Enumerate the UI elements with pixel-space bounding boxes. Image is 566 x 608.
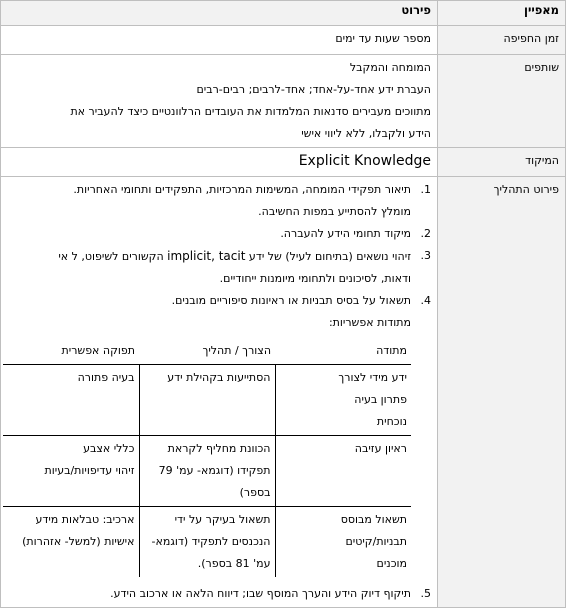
focus-value: Explicit Knowledge xyxy=(298,153,431,169)
partners-line: העברת ידע אחד-על-אחד; אחד-לרבים; רבים-רבים xyxy=(196,83,431,96)
process-steps xyxy=(7,179,431,605)
tacit-terms: implicit, tacit xyxy=(167,249,246,263)
step-2: 2. מיקוד תחומי הידע להעברה. xyxy=(7,223,411,245)
step-number: 4. xyxy=(420,294,431,307)
partners-line: המומחה והמקבל xyxy=(349,61,431,74)
methods-table xyxy=(3,338,411,577)
methods-header-output: תפוקה אפשרית xyxy=(3,338,139,365)
step-number: 1. xyxy=(420,183,431,196)
row-partners-value xyxy=(1,55,438,148)
need-cell: תשאול בעיקר על ידי הנכנסים לתפקיד (דוגמא- עמ' 81 בספר). xyxy=(139,507,275,578)
row-partners-label: שותפים xyxy=(438,55,566,148)
methods-header-need: הצורך / תהליך xyxy=(139,338,275,365)
row-process-label: פירוט התהליך xyxy=(438,177,566,608)
partners-line: הידע ולקבלו, ללא ליווי אישי xyxy=(301,127,431,140)
header-detail-cell: פירוט xyxy=(1,1,438,26)
methods-header-method: מתודה xyxy=(275,338,411,365)
step-1: 1. תיאור תפקידי המומחה, המשימות המרכזיות, התפקידים ותחומי האחריות. מומלץ להסתייע במפות החשיבה. xyxy=(7,179,411,223)
row-time-value: מספר שעות עד ימים xyxy=(1,26,438,55)
output-cell: בעיה פתורה xyxy=(3,365,139,436)
row-time-label: זמן החפיפה xyxy=(438,26,566,55)
step-4: 4. תשאול על בסיס תבניות או ראיונות סיפוריים מובנים. מתודות אפשריות: מתודה הצורך / תהליך תפוקה אפשרית ידע מידי לצורך פתרון בעיה נוכחית הסתייעות בקהילת ידע בעיה פתורה ראיון עזיבה הכוונת מחליף לקראת תפקידו (דוגמא- עמ' 79 בספר) כללי אצבע זיהוי עדיפויות/בעיות תשאול מבוסס תבניות/קיטים מוכנים תשאול בעיקר על ידי הנכנסים לתפקיד (דוגמא- עמ' 81 בספר). ארכיב: טבלאות מידע אישיות (למשל- אזהרות) xyxy=(7,290,411,577)
row-time xyxy=(1,26,566,55)
row-process xyxy=(1,177,566,608)
need-cell: הסתייעות בקהילת ידע xyxy=(139,365,275,436)
methods-header-row xyxy=(3,338,411,365)
header-label-cell: מאפיין xyxy=(438,1,566,26)
step-number: 3. xyxy=(420,249,431,262)
step-3: 3. זיהוי נושאים (בתיחום לעיל) של ידע implicit, tacit הקשורים לשיפוט, ל אי ודאות, לסיכונים ולתחומי מיומנות ייחודיים. xyxy=(7,245,411,290)
output-cell: כללי אצבע זיהוי עדיפויות/בעיות xyxy=(3,436,139,507)
step-number: 2. xyxy=(420,227,431,240)
row-process-value xyxy=(1,177,438,608)
method-cell: תשאול מבוסס תבניות/קיטים מוכנים xyxy=(275,507,411,578)
output-cell: ארכיב: טבלאות מידע אישיות (למשל- אזהרות) xyxy=(3,507,139,578)
partners-line: מתווכים מעבירים סדנאות המלמדות את העובדים הרלוונטיים כיצד להעביר את xyxy=(70,105,431,118)
methods-row xyxy=(3,436,411,507)
need-cell: הכוונת מחליף לקראת תפקידו (דוגמא- עמ' 79 בספר) xyxy=(139,436,275,507)
step-5: 5. תיקוף דיוק הידע והערך המוסף שבו; דיווח הלאה או ארכוב הידע. xyxy=(7,583,411,605)
row-partners xyxy=(1,55,566,148)
row-focus-value xyxy=(1,148,438,177)
row-focus xyxy=(1,148,566,177)
header-row xyxy=(1,1,566,26)
method-cell: ראיון עזיבה xyxy=(275,436,411,507)
methods-row xyxy=(3,365,411,436)
step-number: 5. xyxy=(420,587,431,600)
methods-row xyxy=(3,507,411,578)
row-focus-label: המיקוד xyxy=(438,148,566,177)
method-cell: ידע מידי לצורך פתרון בעיה נוכחית xyxy=(275,365,411,436)
